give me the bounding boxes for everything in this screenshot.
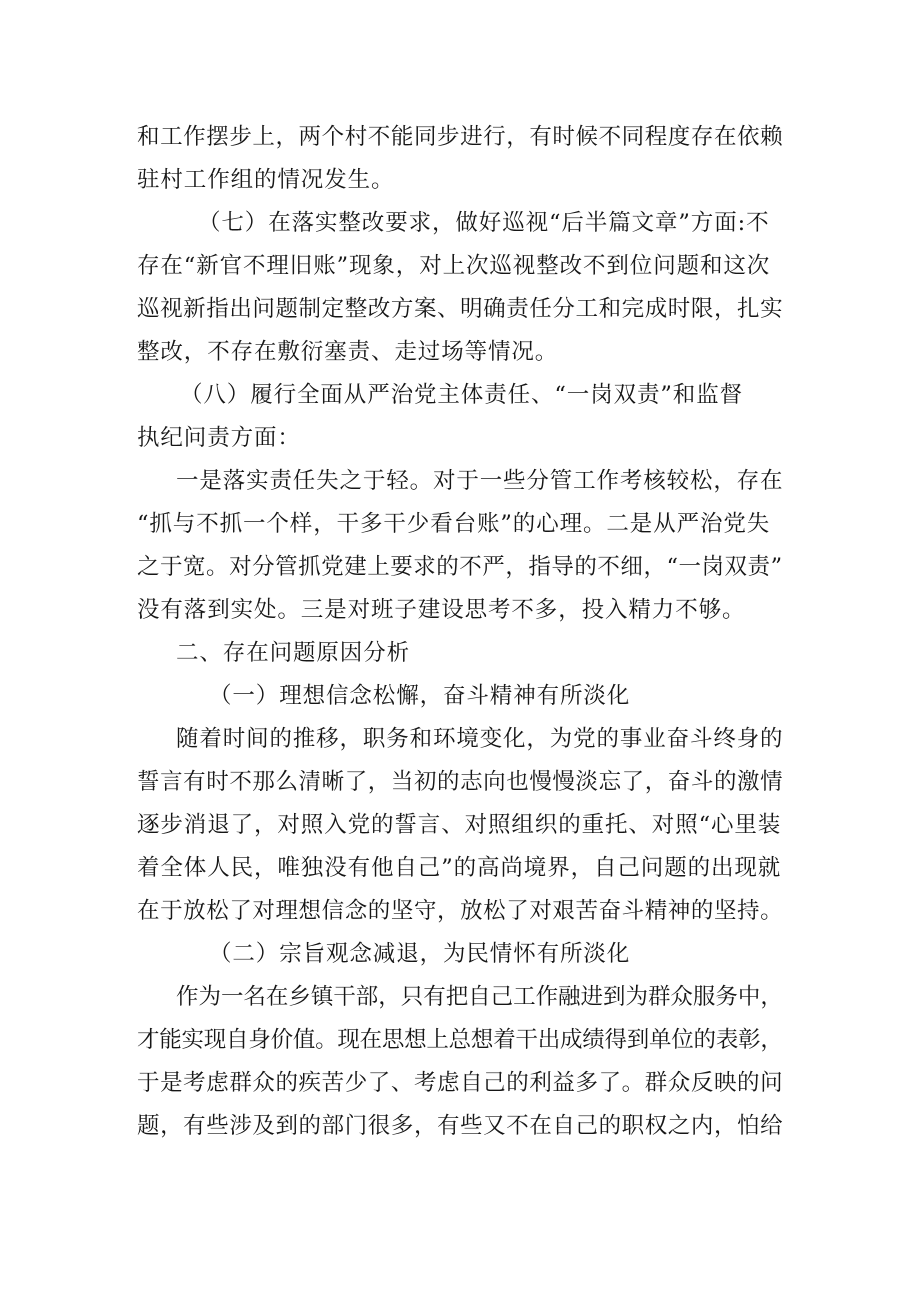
text-line: 作为一名在乡镇干部，只有把自己工作融进到为群众服务中， <box>176 984 783 1010</box>
text-line: 没有落到实处。三是对班子建设思考不多，投入精力不够。 <box>137 597 746 623</box>
text-line: 在于放松了对理想信念的坚守，放松了对艰苦奋斗精神的坚持。 <box>137 898 784 924</box>
text-line: 一是落实责任失之于轻。对于一些分管工作考核较松，存在 <box>176 468 784 494</box>
section-title: 二、存在问题原因分析 <box>176 640 411 666</box>
section-heading: （二）宗旨观念减退，为民情怀有所淡化 <box>209 941 631 967</box>
text-line: 逐步消退了，对照入党的誓言、对照组织的重托、对照“心里装 <box>137 812 782 838</box>
text-line: 之于宽。对分管抓党建上要求的不严，指导的不细，“一岗双责” <box>137 554 783 580</box>
text-line: 于是考虑群众的疾苦少了、考虑自己的利益多了。群众反映的问 <box>137 1070 784 1096</box>
text-line: 才能实现自身价值。现在思想上总想着干出成绩得到单位的表彰， <box>137 1027 783 1053</box>
text-line: 着全体人民，唯独没有他自己”的高尚境界，自己问题的出现就 <box>137 855 782 881</box>
text-line: 存在“新官不理旧账”现象，对上次巡视整改不到位问题和这次 <box>137 253 771 279</box>
section-heading: （一）理想信念松懈，奋斗精神有所淡化 <box>209 683 631 709</box>
text-line: 誓言有时不那么清晰了，当初的志向也慢慢淡忘了，奋斗的激情 <box>137 769 784 795</box>
text-line: 和工作摆步上，两个村不能同步进行，有时候不同程度存在依赖 <box>137 124 784 150</box>
section-heading: （七）在落实整改要求，做好巡视“后半篇文章”方面:不 <box>198 210 770 236</box>
text-line: 执纪问责方面： <box>137 425 301 451</box>
text-line: 随着时间的推移，职务和环境变化，为党的事业奋斗终身的 <box>176 726 784 752</box>
text-line: “抓与不抓一个样，干多干少看台账”的心理。二是从严治党失 <box>137 511 771 537</box>
section-heading: （八）履行全面从严治党主体责任、“一岗双责”和监督 <box>180 382 744 408</box>
text-line: 驻村工作组的情况发生。 <box>137 167 395 193</box>
text-line: 巡视新指出问题制定整改方案、明确责任分工和完成时限，扎实 <box>137 296 784 322</box>
text-line: 整改，不存在敷衍塞责、走过场等情况。 <box>137 339 559 365</box>
text-line: 题，有些涉及到的部门很多，有些又不在自己的职权之内，怕给 <box>137 1113 784 1139</box>
